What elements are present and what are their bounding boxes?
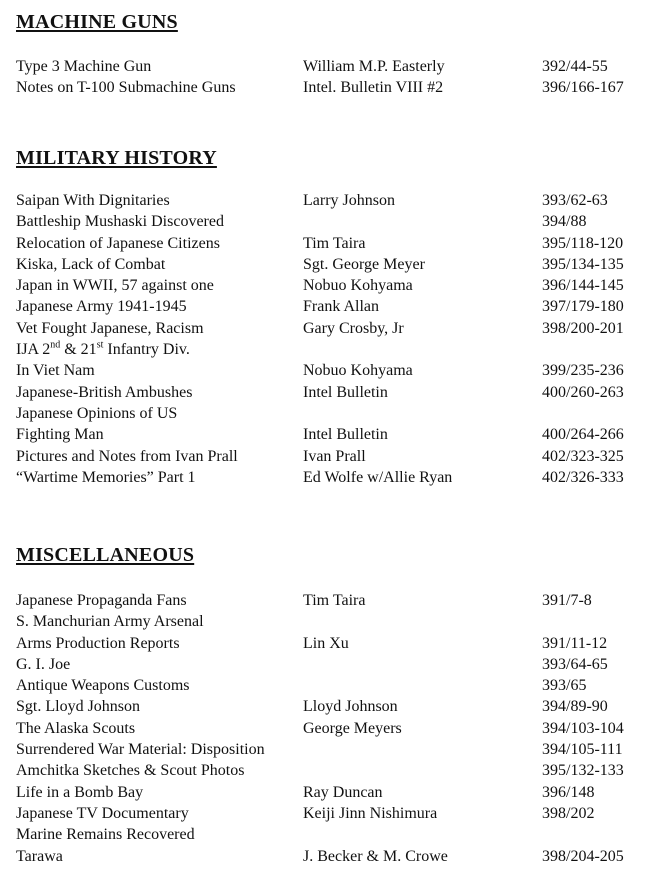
entry-reference: 391/7-8 [542, 592, 592, 609]
entry-author: Ray Duncan [303, 783, 383, 801]
section-heading: MILITARY HISTORY [16, 147, 217, 169]
list-item [16, 611, 636, 632]
entry-list [16, 190, 636, 488]
entry-author: J. Becker & M. Crowe [303, 847, 448, 865]
entry-reference: 398/200-201 [542, 319, 624, 337]
entry-title: Relocation of Japanese Citizens [16, 234, 220, 252]
entry-author: Larry Johnson [303, 192, 395, 209]
entry-title: Battleship Mushaski Discovered [16, 213, 224, 231]
entry-title: G. I. Joe [16, 655, 71, 673]
entry-title: Japanese Army 1941-1945 [16, 298, 187, 316]
entry-title: Notes on T-100 Submachine Guns [16, 79, 236, 97]
entry-reference: 391/11-12 [542, 634, 608, 652]
entry-reference: 400/264-266 [542, 426, 624, 444]
list-item [16, 360, 636, 381]
section-miscellaneous [16, 543, 636, 867]
entry-title: Japan in WWII, 57 against one [16, 277, 214, 295]
entry-reference: 393/62-63 [542, 192, 608, 209]
entry-title: IJA 2nd & 21st Infantry Div. [16, 339, 190, 359]
list-item [16, 824, 636, 845]
list-item [16, 254, 636, 275]
section-machine-guns [16, 10, 636, 99]
list-item [16, 467, 636, 488]
entry-author: Intel. Bulletin VIII #2 [303, 79, 444, 97]
entry-reference: 395/134-135 [542, 255, 624, 273]
list-item [16, 803, 636, 824]
entry-author: Gary Crosby, Jr [303, 319, 404, 337]
list-item [16, 382, 636, 403]
list-item [16, 190, 636, 211]
entry-reference: 399/235-236 [542, 362, 624, 380]
list-item [16, 211, 636, 232]
list-item [16, 696, 636, 717]
entry-list [16, 590, 636, 867]
entry-title: Japanese TV Documentary [16, 804, 189, 822]
entry-reference: 396/144-145 [542, 277, 624, 295]
entry-author: Ivan Prall [303, 447, 366, 465]
entry-author: Intel Bulletin [303, 383, 388, 401]
list-item [16, 403, 636, 424]
entry-author: George Meyers [303, 719, 402, 737]
entry-reference: 400/260-263 [542, 383, 624, 401]
entry-reference: 394/105-111 [542, 741, 623, 759]
list-item [16, 275, 636, 296]
list-item [16, 654, 636, 675]
entry-reference: 393/64-65 [542, 655, 608, 673]
list-item [16, 633, 636, 654]
entry-title: Arms Production Reports [16, 634, 180, 652]
entry-title: Japanese Opinions of US [16, 404, 178, 422]
entry-title: Saipan With Dignitaries [16, 192, 170, 209]
entry-reference: 398/202 [542, 804, 595, 822]
entry-author: Nobuo Kohyama [303, 277, 413, 295]
section-heading: MISCELLANEOUS [16, 544, 195, 566]
list-item [16, 590, 636, 611]
entry-reference: 397/179-180 [542, 298, 624, 316]
entry-author: Nobuo Kohyama [303, 362, 413, 380]
entry-title: Sgt. Lloyd Johnson [16, 698, 141, 716]
entry-title: Tarawa [16, 847, 63, 865]
entry-author: Ed Wolfe w/Allie Ryan [303, 468, 453, 486]
entry-author: Lin Xu [303, 634, 349, 652]
list-item [16, 739, 636, 760]
entry-author: Frank Allan [303, 298, 379, 316]
entry-title: Fighting Man [16, 426, 104, 444]
list-item [16, 675, 636, 696]
list-item [16, 233, 636, 254]
entry-reference: 395/118-120 [542, 234, 624, 252]
entry-title: S. Manchurian Army Arsenal [16, 613, 204, 631]
list-item [16, 782, 636, 803]
list-item [16, 760, 636, 781]
entry-title: Marine Remains Recovered [16, 826, 195, 844]
entry-author: Sgt. George Meyer [303, 255, 425, 273]
entry-author: Tim Taira [303, 592, 366, 609]
list-item [16, 56, 636, 77]
entry-title: Pictures and Notes from Ivan Prall [16, 447, 238, 465]
list-item [16, 339, 636, 360]
entry-title: Amchitka Sketches & Scout Photos [16, 762, 245, 780]
entry-title: In Viet Nam [16, 362, 95, 380]
list-item [16, 446, 636, 467]
list-item [16, 318, 636, 339]
list-item [16, 424, 636, 445]
entry-author: Tim Taira [303, 234, 366, 252]
entry-reference: 393/65 [542, 677, 587, 695]
entry-title: The Alaska Scouts [16, 719, 136, 737]
section-heading: MACHINE GUNS [16, 11, 178, 33]
entry-reference: 395/132-133 [542, 762, 624, 780]
entry-title: “Wartime Memories” Part 1 [16, 468, 196, 486]
entry-reference: 398/204-205 [542, 847, 624, 865]
entry-reference: 394/88 [542, 213, 587, 231]
list-item [16, 846, 636, 867]
entry-reference: 396/166-167 [542, 79, 624, 97]
entry-title: Antique Weapons Customs [16, 677, 190, 695]
entry-author: William M.P. Easterly [303, 58, 445, 75]
entry-list [16, 56, 636, 99]
section-military-history [16, 146, 636, 488]
entry-author: Lloyd Johnson [303, 698, 398, 716]
entry-author: Intel Bulletin [303, 426, 388, 444]
entry-reference: 402/326-333 [542, 468, 624, 486]
entry-reference: 402/323-325 [542, 447, 624, 465]
entry-title: Life in a Bomb Bay [16, 783, 144, 801]
entry-reference: 396/148 [542, 783, 595, 801]
list-item [16, 77, 636, 98]
entry-author: Keiji Jinn Nishimura [303, 804, 438, 822]
entry-reference: 394/103-104 [542, 719, 624, 737]
list-item [16, 296, 636, 317]
entry-title: Japanese-British Ambushes [16, 383, 193, 401]
entry-reference: 392/44-55 [542, 58, 608, 75]
entry-title: Type 3 Machine Gun [16, 58, 152, 75]
entry-title: Kiska, Lack of Combat [16, 255, 166, 273]
entry-title: Japanese Propaganda Fans [16, 592, 187, 609]
entry-title: Vet Fought Japanese, Racism [16, 319, 204, 337]
entry-reference: 394/89-90 [542, 698, 608, 716]
entry-title: Surrendered War Material: Disposition [16, 741, 265, 759]
list-item [16, 718, 636, 739]
